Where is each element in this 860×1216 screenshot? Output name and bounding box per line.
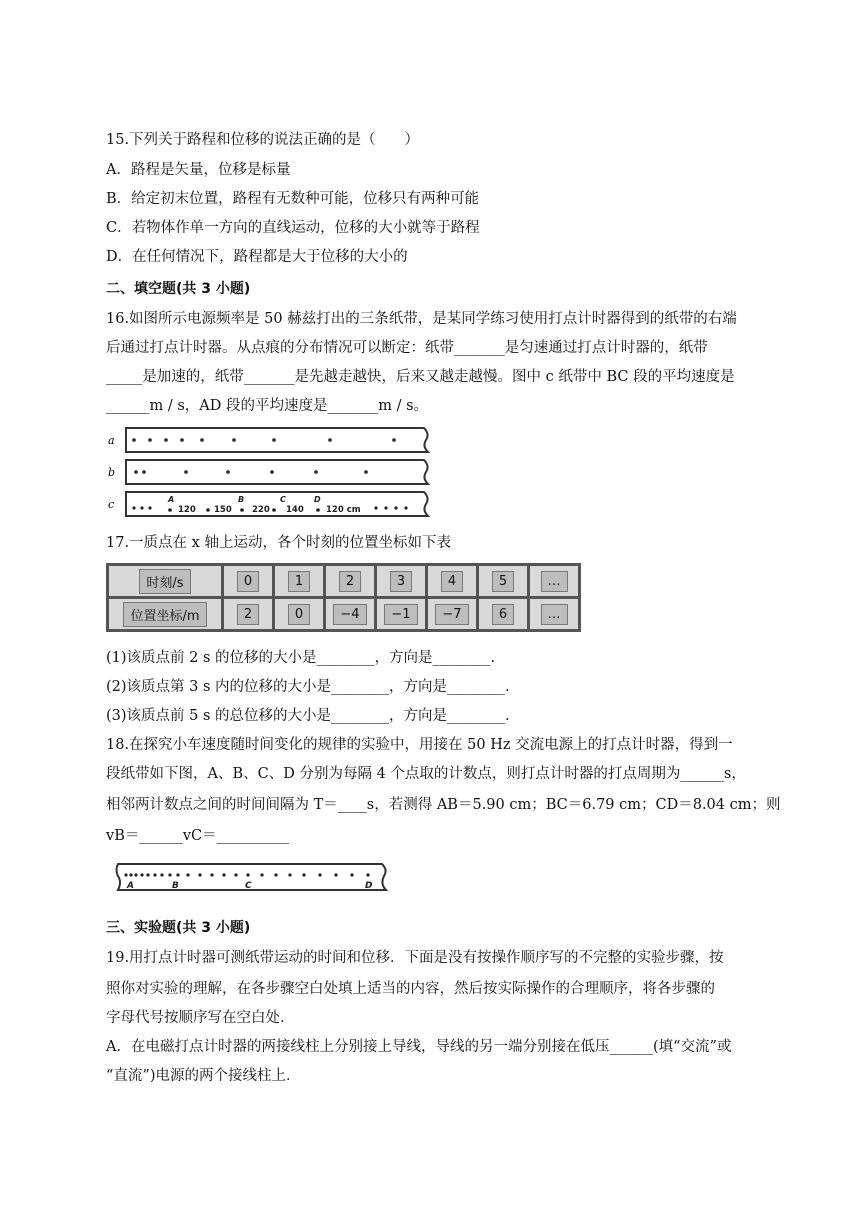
table-cell: 2 xyxy=(237,604,259,625)
table-cell: −7 xyxy=(435,604,468,625)
table-cell: 0 xyxy=(288,604,310,625)
q18-line-2: 段纸带如下图，A、B、C、D 分别为每隔 4 个点取的计数点，则打点计时器的打点周期为______s， xyxy=(106,766,746,782)
q17-position-table xyxy=(106,563,581,632)
tape-c-point-c: C xyxy=(280,495,286,504)
q16-line-2: 后通过打点计时器。从点痕的分布情况可以断定：纸带_______是匀速通过打点计时器的，纸带 xyxy=(106,340,708,356)
table-cell: 2 xyxy=(339,571,361,592)
q17-sub-3: (3)该质点前 5 s 的总位移的大小是________，方向是________. xyxy=(106,708,510,724)
q19-line-3: 字母代号按顺序写在空白处． xyxy=(106,1010,295,1026)
q18-line-3: 相邻两计数点之间的时间间隔为 T＝____s，若测得 AB＝5.90 cm；BC＝6.79 cm；CD＝8.04 cm；则 xyxy=(106,797,781,813)
tape-a xyxy=(108,428,428,452)
q19-step-a-line-1: A．在电磁打点计时器的两接线柱上分别接上导线，导线的另一端分别接在低压______(填“交流”或 xyxy=(106,1039,732,1055)
tape-c-distance-3: 220 xyxy=(252,505,270,515)
q18-tape-figure xyxy=(114,860,394,896)
q16-line-3: _____是加速的，纸带_______是先越走越快，后来又越走越慢。图中 c 纸带中 BC 段的平均速度是 xyxy=(106,369,735,385)
tape-c-label: c xyxy=(108,498,115,511)
tape-c-point-b: B xyxy=(238,495,245,504)
q18-line-4: vB＝______vC＝__________ xyxy=(106,828,290,844)
tape-c-distance-2: 150 xyxy=(214,505,232,515)
table-cell: … xyxy=(541,571,568,592)
q18-tape-point-c: C xyxy=(245,881,252,891)
table-cell: 4 xyxy=(441,571,463,592)
table-row xyxy=(108,598,580,631)
tape-c-distance-4: 140 xyxy=(286,505,304,515)
q18-tape-point-d: D xyxy=(365,881,373,891)
table-cell: 5 xyxy=(492,571,514,592)
table-cell: −4 xyxy=(333,604,366,625)
q19-step-a-line-2: “直流”)电源的两个接线柱上． xyxy=(106,1068,301,1084)
q18-line-1: 18.在探究小车速度随时间变化的规律的实验中，用接在 50 Hz 交流电源上的打点计时器，得到一 xyxy=(106,737,733,753)
q16-line-1: 16.如图所示电源频率是 50 赫兹打出的三条纸带，是某同学练习使用打点计时器得到的纸带的右端 xyxy=(106,311,737,327)
q15-option-a: A．路程是矢量，位移是标量 xyxy=(106,162,291,178)
tape-b xyxy=(108,460,428,484)
q19-line-1: 19.用打点计时器可测纸带运动的时间和位移．下面是没有按操作顺序写的不完整的实验步骤，按 xyxy=(106,950,724,966)
tape-b-label: b xyxy=(108,466,116,479)
q17-sub-1: (1)该质点前 2 s 的位移的大小是________，方向是________. xyxy=(106,650,496,666)
q15-option-b: B．给定初末位置，路程有无数种可能，位移只有两种可能 xyxy=(106,191,480,207)
q15-stem: 15.下列关于路程和位移的说法正确的是（ ） xyxy=(106,132,420,148)
table-header-time: 时刻/s xyxy=(139,569,190,594)
section-fill-in-title: 二、填空题(共 3 小题) xyxy=(106,281,251,297)
q15-option-d: D．在任何情况下，路程都是大于位移的大小的 xyxy=(106,249,408,265)
section-experiment-title: 三、实验题(共 3 小题) xyxy=(106,920,251,936)
table-row xyxy=(108,565,580,598)
tape-c xyxy=(108,492,428,516)
q15-option-c: C．若物体作单一方向的直线运动，位移的大小就等于路程 xyxy=(106,220,480,236)
tape-a-label: a xyxy=(108,434,115,447)
table-cell: 0 xyxy=(237,571,259,592)
tape-c-distance-1: 120 xyxy=(178,505,196,515)
q16-tape-figure xyxy=(104,424,439,524)
tape-c-distance-5: 120 cm xyxy=(326,505,361,515)
table-header-position: 位置坐标/m xyxy=(123,602,206,627)
tape-c-point-d: D xyxy=(314,495,321,504)
q16-line-4: ______m / s，AD 段的平均速度是_______m / s。 xyxy=(106,398,429,414)
q18-tape-point-b: B xyxy=(172,881,179,891)
q18-tape-point-a: A xyxy=(127,881,134,891)
table-cell: 6 xyxy=(492,604,514,625)
q17-stem: 17.一质点在 x 轴上运动，各个时刻的位置坐标如下表 xyxy=(106,535,451,551)
q17-sub-2: (2)该质点第 3 s 内的位移的大小是________，方向是________. xyxy=(106,679,510,695)
table-cell: 3 xyxy=(390,571,412,592)
table-cell: −1 xyxy=(384,604,417,625)
q19-line-2: 照你对实验的理解，在各步骤空白处填上适当的内容，然后按实际操作的合理顺序，将各步骤的 xyxy=(106,981,715,997)
table-cell: … xyxy=(541,604,568,625)
tape-c-point-a: A xyxy=(168,495,175,504)
table-cell: 1 xyxy=(288,571,310,592)
